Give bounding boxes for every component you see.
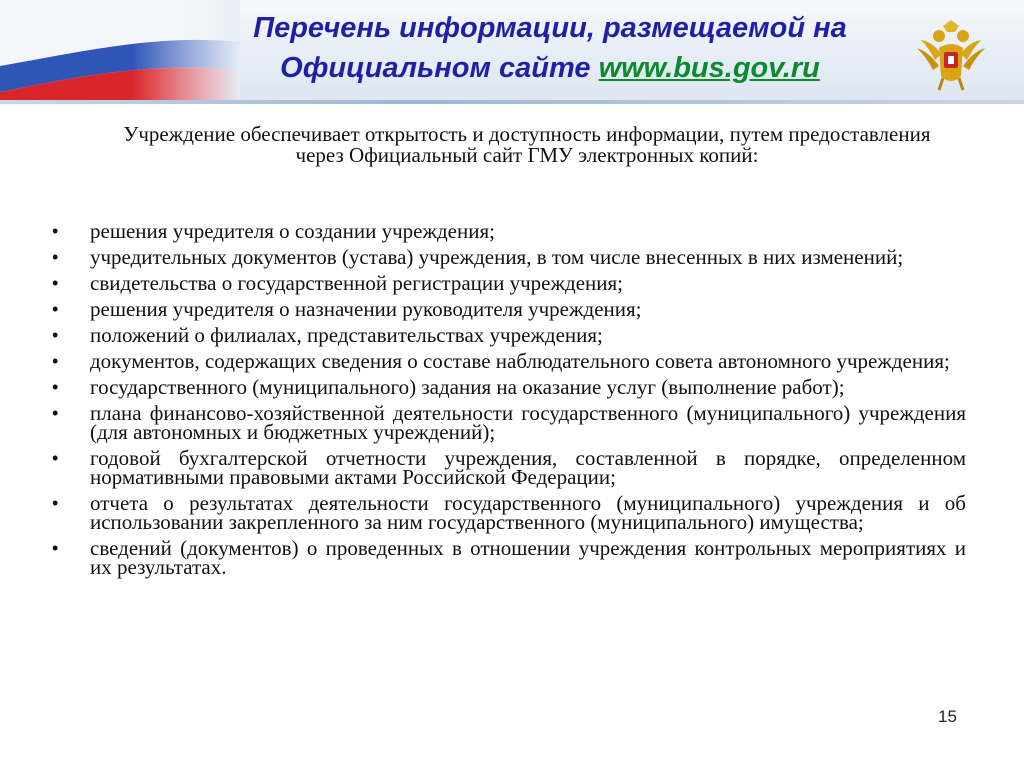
- list-item: [48, 446, 966, 489]
- list-item-text: учредительных документов (устава) учреждения, в том числе внесенных в них изменений;: [90, 245, 904, 269]
- double-headed-eagle-icon: [915, 18, 987, 94]
- title-line-1: Перечень информации, размещаемой на: [253, 12, 847, 44]
- list-item: [48, 375, 966, 399]
- title-line-2: [190, 48, 910, 88]
- bullet-icon: •: [52, 299, 59, 319]
- list-item: [48, 219, 966, 243]
- list-item-text: свидетельства о государственной регистрации учреждения;: [90, 271, 623, 295]
- bullet-icon: •: [52, 448, 59, 468]
- site-url-link[interactable]: www.bus.gov.ru: [598, 52, 820, 84]
- page-number: 15: [938, 707, 957, 726]
- list-item: [48, 323, 966, 347]
- intro-text: Учреждение обеспечивает открытость и доступность информации, путем предоставления через Официальный сайт ГМУ электронных копий:: [123, 122, 931, 167]
- list-item-text: решения учредителя о создании учреждения;: [90, 219, 495, 243]
- list-item-text: плана финансово-хозяйственной деятельности государственного (муниципального) учреждения (для автономных и бюджетных учреждений);: [90, 401, 966, 444]
- list-item: [48, 349, 966, 373]
- list-item-text: отчета о результатах деятельности государственного (муниципального) учреждения и об использовании закрепленного за ним государственного (муниципального) имущества;: [90, 491, 966, 534]
- list-item-text: положений о филиалах, представительствах учреждения;: [90, 323, 603, 347]
- bullet-icon: •: [52, 403, 59, 423]
- list-item-text: годовой бухгалтерской отчетности учреждения, составленной в порядке, определенном нормативными правовыми актами Российской Федерации;: [90, 446, 966, 489]
- list-item: [48, 536, 966, 579]
- list-item-text: государственного (муниципального) задания на оказание услуг (выполнение работ);: [90, 375, 845, 399]
- list-item-text: документов, содержащих сведения о составе наблюдательного совета автономного учреждения;: [90, 349, 950, 373]
- header-divider: [0, 100, 1024, 104]
- bullet-icon: •: [52, 351, 59, 371]
- bullet-icon: •: [52, 273, 59, 293]
- bullet-icon: •: [52, 493, 59, 513]
- list-item: [48, 297, 966, 321]
- document-list: [48, 219, 966, 584]
- list-item: [48, 491, 966, 534]
- bullet-icon: •: [52, 325, 59, 345]
- page-title: [190, 8, 910, 88]
- list-item-text: решения учредителя о назначении руководителя учреждения;: [90, 297, 642, 321]
- title-prefix: Официальном сайте: [280, 52, 599, 84]
- bullet-icon: •: [52, 221, 59, 241]
- list-item: [48, 245, 966, 269]
- slide-header: [0, 0, 1024, 104]
- bullet-icon: •: [52, 538, 59, 558]
- list-item: [48, 271, 966, 295]
- bullet-icon: •: [52, 247, 59, 267]
- bullet-icon: •: [52, 377, 59, 397]
- list-item: [48, 401, 966, 444]
- list-item-text: сведений (документов) о проведенных в отношении учреждения контрольных мероприятиях и их результатах.: [90, 536, 966, 579]
